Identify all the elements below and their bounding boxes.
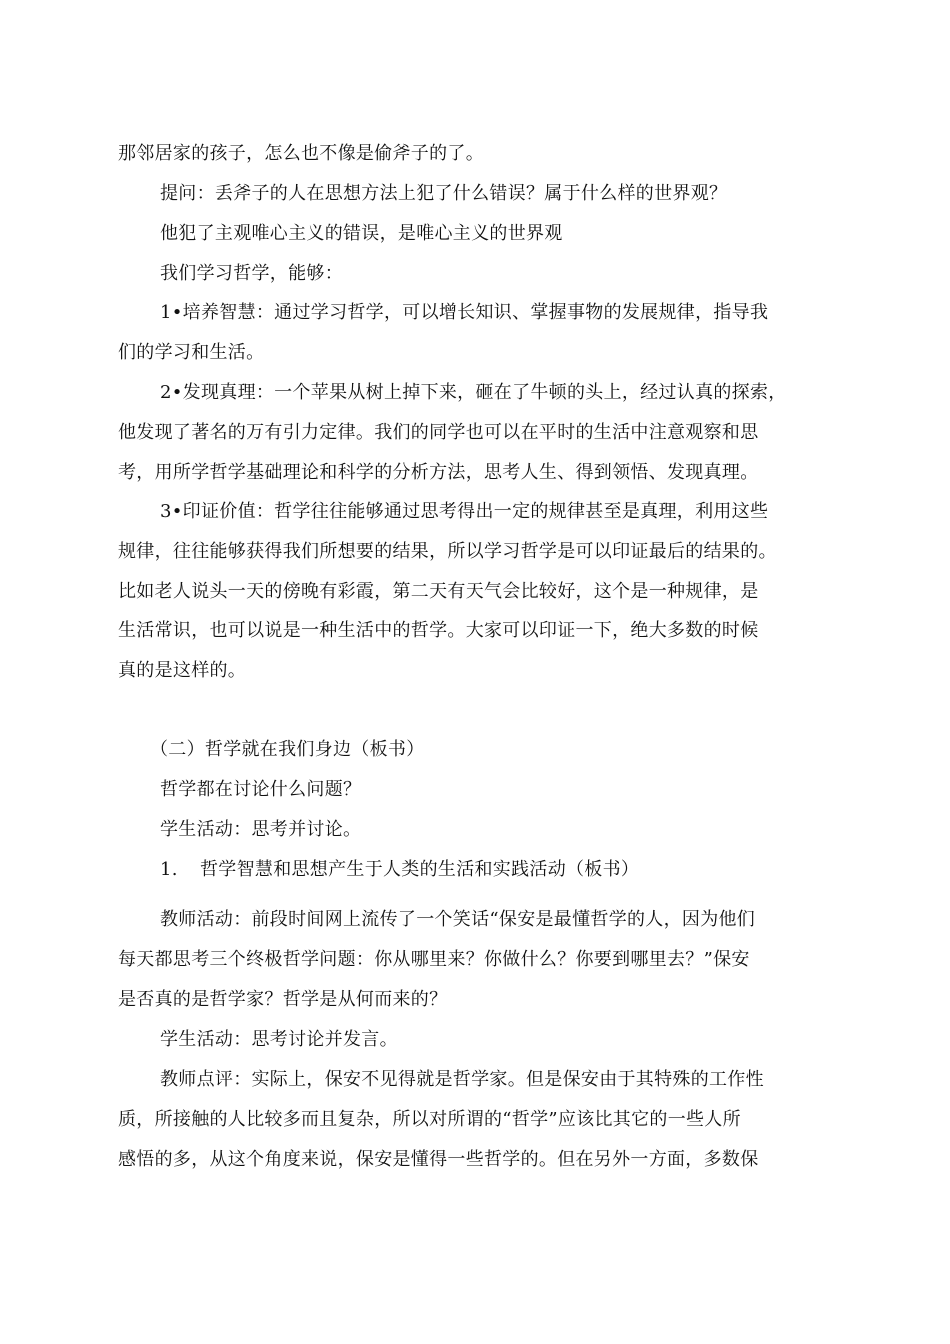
section-heading: （二）哲学就在我们身边（板书） bbox=[150, 739, 425, 760]
paragraph-line: 我们学习哲学，能够： bbox=[160, 263, 343, 284]
paragraph-line: 提问：丢斧子的人在思想方法上犯了什么错误？属于什么样的世界观？ bbox=[160, 183, 728, 204]
paragraph-line: 3•印证价值：哲学往往能够通过思考得出一定的规律甚至是真理，利用这些 bbox=[160, 501, 769, 522]
paragraph-line: 他犯了主观唯心主义的错误，是唯心主义的世界观 bbox=[160, 223, 563, 244]
paragraph-line: 他发现了著名的万有引力定律。我们的同学也可以在平时的生活中注意观察和思 bbox=[118, 422, 759, 443]
paragraph-line: 1•培养智慧：通过学习哲学，可以增长知识、掌握事物的发展规律，指导我 bbox=[160, 302, 769, 323]
paragraph-line: 规律，往往能够获得我们所想要的结果，所以学习哲学是可以印证最后的结果的。 bbox=[118, 541, 777, 562]
paragraph-line: 学生活动：思考并讨论。 bbox=[160, 819, 362, 840]
item-text: 哲学智慧和思想产生于人类的生活和实践活动（板书） bbox=[200, 859, 640, 880]
paragraph-line: 学生活动：思考讨论并发言。 bbox=[160, 1029, 398, 1050]
paragraph-line: 2•发现真理：一个苹果从树上掉下来，砸在了牛顿的头上，经过认真的探索， bbox=[160, 382, 787, 403]
paragraph-line: 比如老人说头一天的傍晚有彩霞，第二天有天气会比较好，这个是一种规律，是 bbox=[118, 581, 759, 602]
paragraph-line: 真的是这样的。 bbox=[118, 660, 247, 681]
paragraph-line: 哲学都在讨论什么问题？ bbox=[160, 779, 362, 800]
paragraph-line: 教师点评：实际上，保安不见得就是哲学家。但是保安由于其特殊的工作性 bbox=[160, 1069, 764, 1090]
paragraph-line: 教师活动：前段时间网上流传了一个笑话“保安是最懂哲学的人，因为他们 bbox=[160, 909, 756, 930]
paragraph-line: 每天都思考三个终极哲学问题：你从哪里来？你做什么？你要到哪里去？”保安 bbox=[118, 949, 750, 970]
paragraph-line: 那邻居家的孩子，怎么也不像是偷斧子的了。 bbox=[118, 143, 484, 164]
paragraph-line: 感悟的多，从这个角度来说，保安是懂得一些哲学的。但在另外一方面，多数保 bbox=[118, 1149, 759, 1170]
paragraph-line: 们的学习和生活。 bbox=[118, 342, 265, 363]
paragraph-line: 考，用所学哲学基础理论和科学的分析方法，思考人生、得到领悟、发现真理。 bbox=[118, 462, 759, 483]
numbered-item bbox=[160, 857, 880, 883]
paragraph-line: 质，所接触的人比较多而且复杂，所以对所谓的“哲学”应该比其它的一些人所 bbox=[118, 1109, 741, 1130]
paragraph-line: 是否真的是哲学家？哲学是从何而来的？ bbox=[118, 989, 448, 1010]
paragraph-line: 生活常识，也可以说是一种生活中的哲学。大家可以印证一下，绝大多数的时候 bbox=[118, 620, 759, 641]
item-number: 1. bbox=[160, 859, 178, 880]
